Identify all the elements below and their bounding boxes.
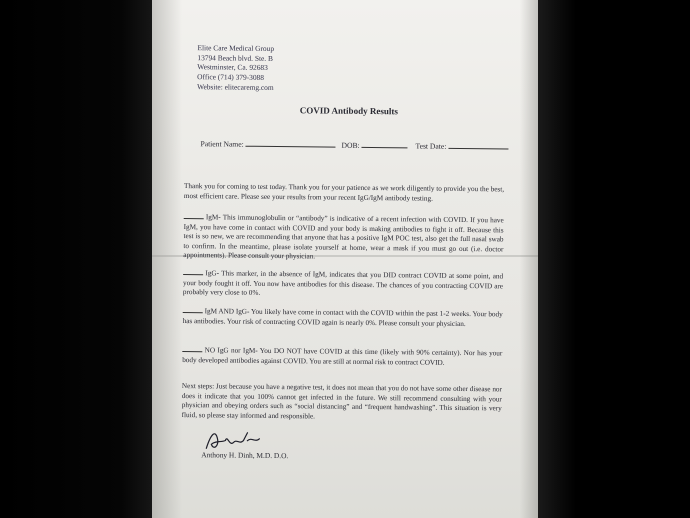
clinic-name: Elite Care Medical Group [197,43,275,53]
none-checkbox-blank [182,345,202,352]
intro-paragraph: Thank you for coming to test today. Thank you for your patience as we work diligently to provide you the best, most efficient care. Please see your results from your recent IgG/IgM antibody testing. [183,182,505,203]
both-result-text: IgM AND IgG- You likely have come in contact with the COVID within the past 1-2 weeks. Your body has antibodies. Your risk of contracting COVID again is nearly 0%. Please consult your physician. [182,307,503,328]
test-date-label: Test Date: [415,141,447,151]
document-title: COVID Antibody Results [299,105,398,117]
test-date-blank [448,141,508,150]
signer-name: Anthony H. Dinh, M.D. D.O. [201,450,289,461]
igm-result-paragraph [183,212,503,264]
patient-name-label: Patient Name: [200,139,244,149]
igg-result-text: IgG- This marker, in the absence of IgM, indicates that you DID contract COVID at some point, and your body fought it off. You now have antibodies for this disease. The chances of you contracting COVID are probably very close to 0%. [182,269,504,298]
signature-image [203,428,273,453]
dob-label: DOB: [341,140,360,150]
igm-checkbox-blank [184,212,204,219]
document-content [180,0,512,461]
patient-name-blank [246,139,336,148]
none-result-paragraph [182,345,502,369]
igg-result-paragraph [183,268,503,301]
right-background [538,0,690,518]
clinic-website: Website: elitecaremg.com [197,81,274,92]
left-background [0,0,152,518]
both-result-paragraph [183,306,503,330]
none-result-text: NO IgG nor IgM- You DO NOT have COVID at this time (likely with 90% certainty). Nor has your body developed antibodies against COVID. You are still at normal risk to contract COVID. [182,346,503,367]
clinic-city: Westminster, Ca. 92683 [197,62,268,73]
igm-result-text: IgM- This immunoglobulin or “antibody” is indicative of a recent infection with COVID. If you have IgM, you have come in contact with COVID and your body is making antibodies to fight it off. Because this test is so new, we are recommending that anyone that has a positive IgM POC test, also get the full nasal swab to confirm. In the meantime, please isolate yourself at home, wear a mask if you must go out (i.e. doctor appointments). Please consult your physician. [183,213,504,261]
next-steps-paragraph: Next steps: Just because you have a negative test, it does not mean that you do not have some other disease nor does it indicate that you 100% cannot get infected in the future. We still recommend consulting with your physician and obeying orders such as “social distancing” and “frequent handwashing”. This situation is very fluid, so please stay informed and responsible. [181,382,502,421]
clinic-street: 13794 Beach blvd. Ste. B [197,52,273,63]
igg-checkbox-blank [183,268,203,275]
clinic-address-block [197,43,274,92]
both-checkbox-blank [183,306,203,313]
patient-info-line [200,138,530,151]
document-page [152,0,538,518]
clinic-phone: Office (714) 379-3088 [197,72,265,82]
dob-blank [362,140,408,148]
signature-stroke [206,432,259,449]
